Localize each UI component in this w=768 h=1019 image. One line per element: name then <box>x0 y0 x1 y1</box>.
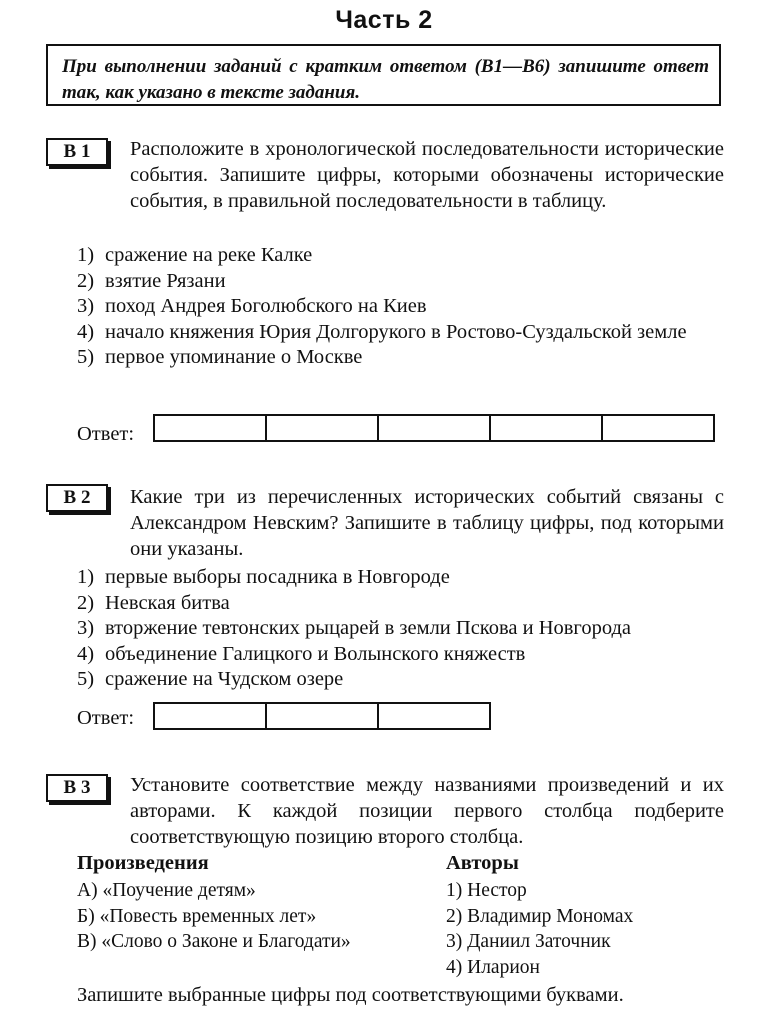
option-number: 5) <box>77 668 95 691</box>
option-number: 4) <box>77 320 95 343</box>
page-title: Часть 2 <box>335 6 433 34</box>
answer-cell[interactable] <box>379 704 489 728</box>
answer-grid-b1 <box>153 414 715 442</box>
option-number: 3) <box>77 617 95 640</box>
option-number: 4) <box>77 642 95 665</box>
option-number: 2) <box>77 591 95 614</box>
works-list <box>77 878 351 955</box>
option-text: Невская битва <box>105 591 230 614</box>
option-number: 3) <box>77 295 95 318</box>
task-b2-options <box>77 565 737 693</box>
option-text: первые выборы посадника в Новгороде <box>105 566 450 588</box>
list-item <box>77 243 727 269</box>
answer-cell[interactable] <box>379 416 491 440</box>
option-text: взятие Рязани <box>105 269 226 292</box>
list-item: 2) Владимир Мономах <box>446 905 634 927</box>
list-item <box>77 591 737 617</box>
works-header: Произведения <box>77 852 209 874</box>
option-text: поход Андрея Боголюбского на Киев <box>105 295 427 318</box>
option-text: объединение Галицкого и Волынского княжеств <box>105 642 526 665</box>
list-item: Б) «Повесть временных лет» <box>77 905 317 927</box>
task-b1-text: Расположите в хронологической последовательности исторические события. Запишите цифры, которыми обозначены исторические события, в правильной последовательности в таблицу. <box>130 138 724 212</box>
answer-label-b2: Ответ: <box>77 707 135 729</box>
instruction-box: При выполнении заданий с кратким ответом (В1—В6) запишите ответ так, как указано в тексте задания. <box>46 44 721 106</box>
answer-cell[interactable] <box>491 416 603 440</box>
task-label-b3: В 3 <box>46 774 108 802</box>
task-b1-options <box>77 243 727 371</box>
task-b3-text: Установите соответствие между названиями произведений и их авторами. К каждой позиции первого столбца подберите соответствующую позицию второго столбца. <box>130 774 724 848</box>
list-item: 4) Иларион <box>446 956 540 978</box>
list-item: А) «Поучение детям» <box>77 880 256 901</box>
task-label-b1: В 1 <box>46 138 108 166</box>
answer-label-b1: Ответ: <box>77 423 135 445</box>
list-item <box>77 667 737 693</box>
option-number: 1) <box>77 566 95 588</box>
task-b3-footer: Запишите выбранные цифры под соответствующими буквами. <box>77 984 624 1006</box>
option-text: первое упоминание о Москве <box>105 346 363 369</box>
answer-cell[interactable] <box>267 704 379 728</box>
list-item: 3) Даниил Заточник <box>446 931 611 952</box>
option-text: сражение на реке Калке <box>105 244 313 266</box>
answer-cell[interactable] <box>603 416 713 440</box>
list-item: В) «Слово о Законе и Благодати» <box>77 931 351 952</box>
option-text: начало княжения Юрия Долгорукого в Ростово-Суздальской земле <box>105 320 687 343</box>
task-label-b2: В 2 <box>46 484 108 512</box>
list-item: 1) Нестор <box>446 880 527 901</box>
authors-header: Авторы <box>446 852 519 874</box>
list-item <box>77 345 727 371</box>
list-item <box>77 642 737 668</box>
list-item <box>77 269 727 295</box>
option-number: 5) <box>77 346 95 369</box>
answer-cell[interactable] <box>155 416 267 440</box>
option-number: 2) <box>77 269 95 292</box>
authors-list <box>446 878 633 980</box>
task-b2-text: Какие три из перечисленных исторических событий связаны с Александром Невским? Запишите в таблицу цифры, под которыми они указаны. <box>130 486 724 560</box>
list-item <box>77 565 737 591</box>
list-item <box>77 616 737 642</box>
answer-cell[interactable] <box>155 704 267 728</box>
answer-grid-b2 <box>153 702 491 730</box>
option-number: 1) <box>77 244 95 266</box>
option-text: вторжение тевтонских рыцарей в земли Пскова и Новгорода <box>105 617 632 640</box>
option-text: сражение на Чудском озере <box>105 668 344 691</box>
list-item <box>77 294 727 320</box>
list-item <box>77 320 727 346</box>
answer-cell[interactable] <box>267 416 379 440</box>
